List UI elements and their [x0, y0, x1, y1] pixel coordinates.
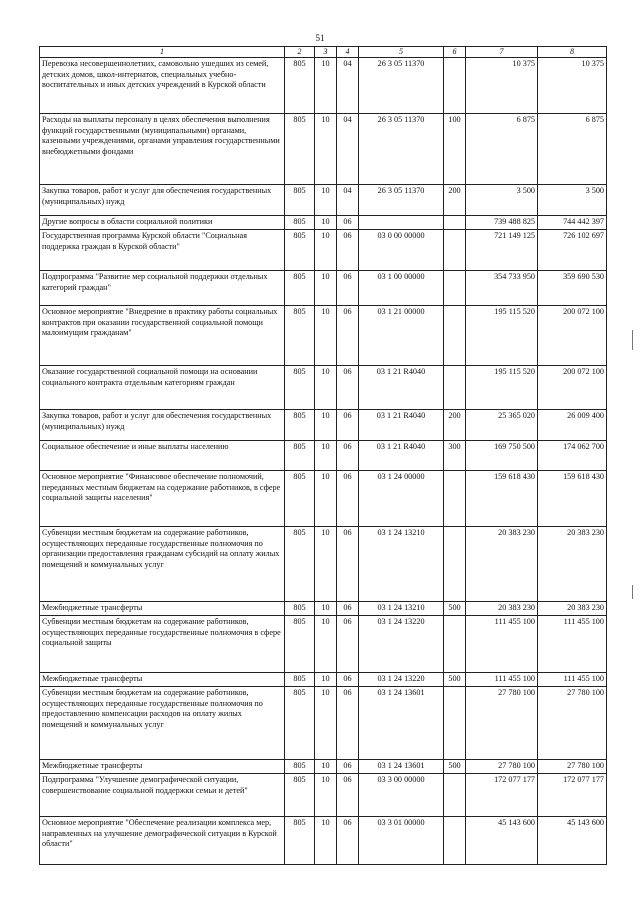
row-name: Субвенции местным бюджетам на содержание работников, осуществляющих переданные государственные полномочия по предоставлению компенсации расходов на оплату жилых помещений и коммунальных услуг [40, 687, 285, 760]
row-amount-year2: 10 375 [538, 58, 607, 114]
row-ministry-code: 805 [285, 602, 315, 616]
row-name: Субвенции местным бюджетам на содержание работников, осуществляющих переданные государственные полномочия по организации предоставления гражданам субсидий на оплату жилых помещений и коммунальных услуг [40, 527, 285, 602]
row-ministry-code: 805 [285, 760, 315, 774]
row-amount-year2: 726 102 697 [538, 230, 607, 271]
row-ministry-code: 805 [285, 471, 315, 527]
row-section-code: 10 [315, 366, 337, 410]
row-name: Подпрограмма "Развитие мер социальной поддержки отдельных категорий граждан" [40, 271, 285, 306]
row-name: Расходы на выплаты персоналу в целях обеспечения выполнения функций государственными (муниципальными) органами, казенными учреждениями, органами управления государственными внебюджетными фондами [40, 114, 285, 185]
row-amount-year2: 159 618 430 [538, 471, 607, 527]
row-expense-type: 500 [444, 673, 466, 687]
row-ministry-code: 805 [285, 58, 315, 114]
table-row [40, 471, 607, 527]
row-ministry-code: 805 [285, 114, 315, 185]
row-ministry-code: 805 [285, 774, 315, 817]
row-section-code: 10 [315, 616, 337, 673]
row-amount-year2: 27 780 100 [538, 760, 607, 774]
row-section-code: 10 [315, 114, 337, 185]
table-row [40, 441, 607, 471]
row-name: Межбюджетные трансферты [40, 673, 285, 687]
row-subsection-code: 06 [337, 366, 359, 410]
table-header-row [40, 47, 607, 58]
row-section-code: 10 [315, 817, 337, 865]
row-expense-type [444, 471, 466, 527]
row-amount-year1: 20 383 230 [466, 527, 538, 602]
row-section-code: 10 [315, 527, 337, 602]
row-subsection-code: 06 [337, 673, 359, 687]
row-name: Основное мероприятие "Обеспечение реализации комплекса мер, направленных на улучшение демографической ситуации в Курской области" [40, 817, 285, 865]
row-expense-type [444, 230, 466, 271]
row-expense-type [444, 216, 466, 230]
row-amount-year2: 45 143 600 [538, 817, 607, 865]
row-subsection-code: 06 [337, 306, 359, 366]
row-subsection-code: 06 [337, 616, 359, 673]
row-target-article: 03 1 24 13220 [359, 673, 444, 687]
row-amount-year1: 172 077 177 [466, 774, 538, 817]
row-amount-year1: 27 780 100 [466, 760, 538, 774]
row-section-code: 10 [315, 774, 337, 817]
row-expense-type [444, 271, 466, 306]
row-target-article: 03 1 21 00000 [359, 306, 444, 366]
row-amount-year2: 20 383 230 [538, 602, 607, 616]
row-target-article: 03 3 00 00000 [359, 774, 444, 817]
row-section-code: 10 [315, 471, 337, 527]
table-row [40, 306, 607, 366]
row-amount-year1: 195 115 520 [466, 306, 538, 366]
row-name: Другие вопросы в области социальной политики [40, 216, 285, 230]
column-header: 3 [315, 47, 337, 58]
row-section-code: 10 [315, 58, 337, 114]
row-amount-year1: 111 455 100 [466, 673, 538, 687]
row-name: Межбюджетные трансферты [40, 760, 285, 774]
row-amount-year2: 200 072 100 [538, 306, 607, 366]
table-row [40, 366, 607, 410]
row-subsection-code: 06 [337, 817, 359, 865]
row-target-article: 03 1 24 13601 [359, 760, 444, 774]
row-name: Субвенции местным бюджетам на содержание работников, осуществляющих переданные государственные полномочия в сфере социальной защиты [40, 616, 285, 673]
table-row [40, 58, 607, 114]
row-section-code: 10 [315, 271, 337, 306]
page-number: 51 [315, 33, 325, 43]
row-amount-year1: 169 750 500 [466, 441, 538, 471]
row-amount-year1: 159 618 430 [466, 471, 538, 527]
row-target-article: 03 1 21 R4040 [359, 410, 444, 441]
scan-margin-mark [632, 585, 637, 599]
row-target-article: 03 1 21 R4040 [359, 441, 444, 471]
row-subsection-code: 04 [337, 185, 359, 216]
row-section-code: 10 [315, 410, 337, 441]
scan-margin-mark [632, 330, 637, 350]
row-target-article: 03 1 24 13210 [359, 527, 444, 602]
column-header: 5 [359, 47, 444, 58]
row-expense-type: 200 [444, 410, 466, 441]
row-expense-type [444, 817, 466, 865]
row-amount-year1: 10 375 [466, 58, 538, 114]
row-target-article: 03 1 24 13210 [359, 602, 444, 616]
row-ministry-code: 805 [285, 306, 315, 366]
row-section-code: 10 [315, 306, 337, 366]
row-subsection-code: 06 [337, 760, 359, 774]
row-section-code: 10 [315, 687, 337, 760]
row-subsection-code: 04 [337, 114, 359, 185]
row-amount-year1: 45 143 600 [466, 817, 538, 865]
row-section-code: 10 [315, 185, 337, 216]
row-subsection-code: 06 [337, 687, 359, 760]
row-section-code: 10 [315, 216, 337, 230]
row-target-article: 03 1 21 R4040 [359, 366, 444, 410]
table-row [40, 774, 607, 817]
column-header: 6 [444, 47, 466, 58]
row-section-code: 10 [315, 602, 337, 616]
table-row [40, 114, 607, 185]
budget-table [39, 46, 607, 865]
row-amount-year2: 174 062 700 [538, 441, 607, 471]
row-amount-year1: 6 875 [466, 114, 538, 185]
row-subsection-code: 06 [337, 230, 359, 271]
row-amount-year2: 111 455 100 [538, 673, 607, 687]
row-name: Оказание государственной социальной помощи на основании социального контракта отдельным категориям граждан [40, 366, 285, 410]
row-name: Межбюджетные трансферты [40, 602, 285, 616]
row-target-article: 26 3 05 11370 [359, 114, 444, 185]
row-ministry-code: 805 [285, 271, 315, 306]
table-row [40, 817, 607, 865]
row-name: Перевозка несовершеннолетних, самовольно ушедших из семей, детских домов, школ-интернатов, специальных учебно-воспитательных и иных детских учреждений в Курской области [40, 58, 285, 114]
table-row [40, 216, 607, 230]
column-header: 4 [337, 47, 359, 58]
table-row [40, 602, 607, 616]
row-name: Государственная программа Курской области "Социальная поддержка граждан в Курской области" [40, 230, 285, 271]
row-subsection-code: 06 [337, 441, 359, 471]
row-amount-year2: 6 875 [538, 114, 607, 185]
row-expense-type [444, 774, 466, 817]
row-amount-year2: 200 072 100 [538, 366, 607, 410]
table-row [40, 185, 607, 216]
row-amount-year2: 111 455 100 [538, 616, 607, 673]
row-ministry-code: 805 [285, 410, 315, 441]
row-target-article [359, 216, 444, 230]
row-amount-year2: 744 442 397 [538, 216, 607, 230]
row-amount-year1: 20 383 230 [466, 602, 538, 616]
row-name: Социальное обеспечение и иные выплаты населению [40, 441, 285, 471]
row-ministry-code: 805 [285, 817, 315, 865]
row-amount-year2: 20 383 230 [538, 527, 607, 602]
row-expense-type: 500 [444, 760, 466, 774]
row-ministry-code: 805 [285, 673, 315, 687]
row-expense-type [444, 687, 466, 760]
row-name: Подпрограмма "Улучшение демографической ситуации, совершенствование социальной поддержки семьи и детей" [40, 774, 285, 817]
table-row [40, 410, 607, 441]
row-ministry-code: 805 [285, 366, 315, 410]
row-target-article: 26 3 05 11370 [359, 58, 444, 114]
row-expense-type [444, 527, 466, 602]
row-target-article: 03 1 24 13601 [359, 687, 444, 760]
row-subsection-code: 06 [337, 216, 359, 230]
table-row [40, 616, 607, 673]
row-subsection-code: 06 [337, 471, 359, 527]
row-amount-year2: 26 009 400 [538, 410, 607, 441]
row-target-article: 03 1 00 00000 [359, 271, 444, 306]
row-amount-year2: 3 500 [538, 185, 607, 216]
row-expense-type: 100 [444, 114, 466, 185]
row-section-code: 10 [315, 441, 337, 471]
row-subsection-code: 06 [337, 774, 359, 817]
row-target-article: 03 1 24 13220 [359, 616, 444, 673]
row-expense-type [444, 616, 466, 673]
row-amount-year1: 27 780 100 [466, 687, 538, 760]
row-subsection-code: 06 [337, 271, 359, 306]
column-header: 8 [538, 47, 607, 58]
row-amount-year1: 3 500 [466, 185, 538, 216]
row-ministry-code: 805 [285, 616, 315, 673]
row-ministry-code: 805 [285, 185, 315, 216]
row-ministry-code: 805 [285, 216, 315, 230]
table-row [40, 760, 607, 774]
row-expense-type: 500 [444, 602, 466, 616]
row-amount-year1: 739 488 825 [466, 216, 538, 230]
row-amount-year1: 721 149 125 [466, 230, 538, 271]
column-header: 1 [40, 47, 285, 58]
row-expense-type [444, 58, 466, 114]
row-amount-year1: 25 365 020 [466, 410, 538, 441]
row-name: Основное мероприятие "Внедрение в практику работы социальных контрактов при оказании государственной социальной помощи малоимущим гражданам" [40, 306, 285, 366]
row-subsection-code: 04 [337, 58, 359, 114]
row-amount-year1: 354 733 950 [466, 271, 538, 306]
row-target-article: 26 3 05 11370 [359, 185, 444, 216]
table-row [40, 527, 607, 602]
row-expense-type [444, 306, 466, 366]
row-section-code: 10 [315, 760, 337, 774]
row-name: Основное мероприятие "Финансовое обеспечение полномочий, переданных местным бюджетам на содержание работников, в сфере социальной защиты населения" [40, 471, 285, 527]
row-target-article: 03 1 24 00000 [359, 471, 444, 527]
row-expense-type: 300 [444, 441, 466, 471]
row-expense-type [444, 366, 466, 410]
table-row [40, 230, 607, 271]
row-subsection-code: 06 [337, 602, 359, 616]
row-amount-year1: 111 455 100 [466, 616, 538, 673]
table-row [40, 687, 607, 760]
row-amount-year2: 172 077 177 [538, 774, 607, 817]
row-target-article: 03 3 01 00000 [359, 817, 444, 865]
row-section-code: 10 [315, 230, 337, 271]
row-target-article: 03 0 00 00000 [359, 230, 444, 271]
row-ministry-code: 805 [285, 230, 315, 271]
row-amount-year2: 27 780 100 [538, 687, 607, 760]
table-row [40, 673, 607, 687]
table-row [40, 271, 607, 306]
row-subsection-code: 06 [337, 410, 359, 441]
row-amount-year2: 359 690 530 [538, 271, 607, 306]
row-section-code: 10 [315, 673, 337, 687]
row-ministry-code: 805 [285, 687, 315, 760]
row-subsection-code: 06 [337, 527, 359, 602]
row-expense-type: 200 [444, 185, 466, 216]
row-ministry-code: 805 [285, 527, 315, 602]
row-ministry-code: 805 [285, 441, 315, 471]
column-header: 7 [466, 47, 538, 58]
column-header: 2 [285, 47, 315, 58]
row-name: Закупка товаров, работ и услуг для обеспечения государственных (муниципальных) нужд [40, 410, 285, 441]
row-amount-year1: 195 115 520 [466, 366, 538, 410]
row-name: Закупка товаров, работ и услуг для обеспечения государственных (муниципальных) нужд [40, 185, 285, 216]
